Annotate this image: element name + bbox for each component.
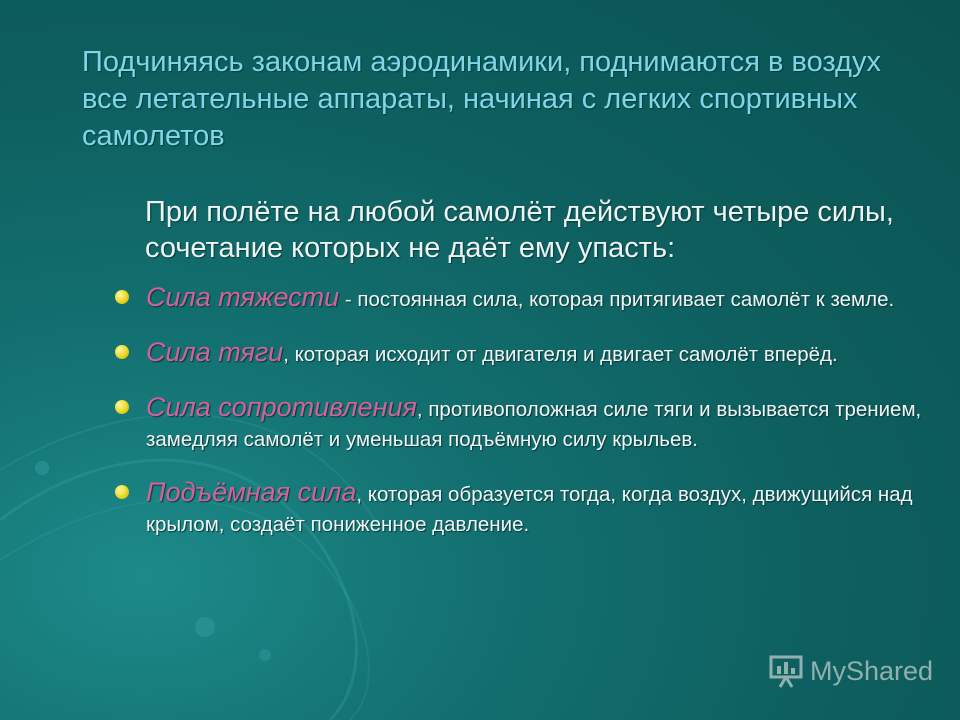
list-item [112, 392, 922, 455]
force-description: , противоположная силе тяги и вызывается трением, замедляя самолёт и уменьшая подъёмную силу крыльев. [146, 398, 922, 451]
force-description: , которая исходит от двигателя и двигает самолёт вперёд. [283, 343, 838, 366]
bullet-icon [115, 400, 129, 414]
force-term: Сила сопротивления [146, 392, 417, 422]
slide-title: Подчиняясь законам аэродинамики, поднимаются в воздух все летательные аппараты, начиная с легких спортивных самолетов [82, 46, 881, 152]
watermark-text: MyShared [810, 655, 934, 686]
watermark [768, 654, 933, 688]
presentation-board-icon [768, 654, 804, 688]
force-term: Подъёмная сила [146, 477, 357, 507]
list-item [112, 337, 922, 370]
forces-list [112, 282, 922, 562]
bullet-icon [115, 290, 129, 304]
bullet-icon [115, 485, 129, 499]
bullet-icon [115, 345, 129, 359]
force-term: Сила тяжести [146, 282, 340, 312]
list-item [112, 477, 922, 540]
force-description: , которая образуется тогда, когда воздух, движущийся над крылом, создаёт пониженное давление. [146, 483, 913, 536]
force-description: - постоянная сила, которая притягивает самолёт к земле. [339, 288, 895, 311]
intro-text: При полёте на любой самолёт действуют четыре силы, сочетание которых не даёт ему упасть: [145, 196, 894, 264]
force-term: Сила тяги [146, 337, 284, 367]
list-item [112, 282, 922, 315]
